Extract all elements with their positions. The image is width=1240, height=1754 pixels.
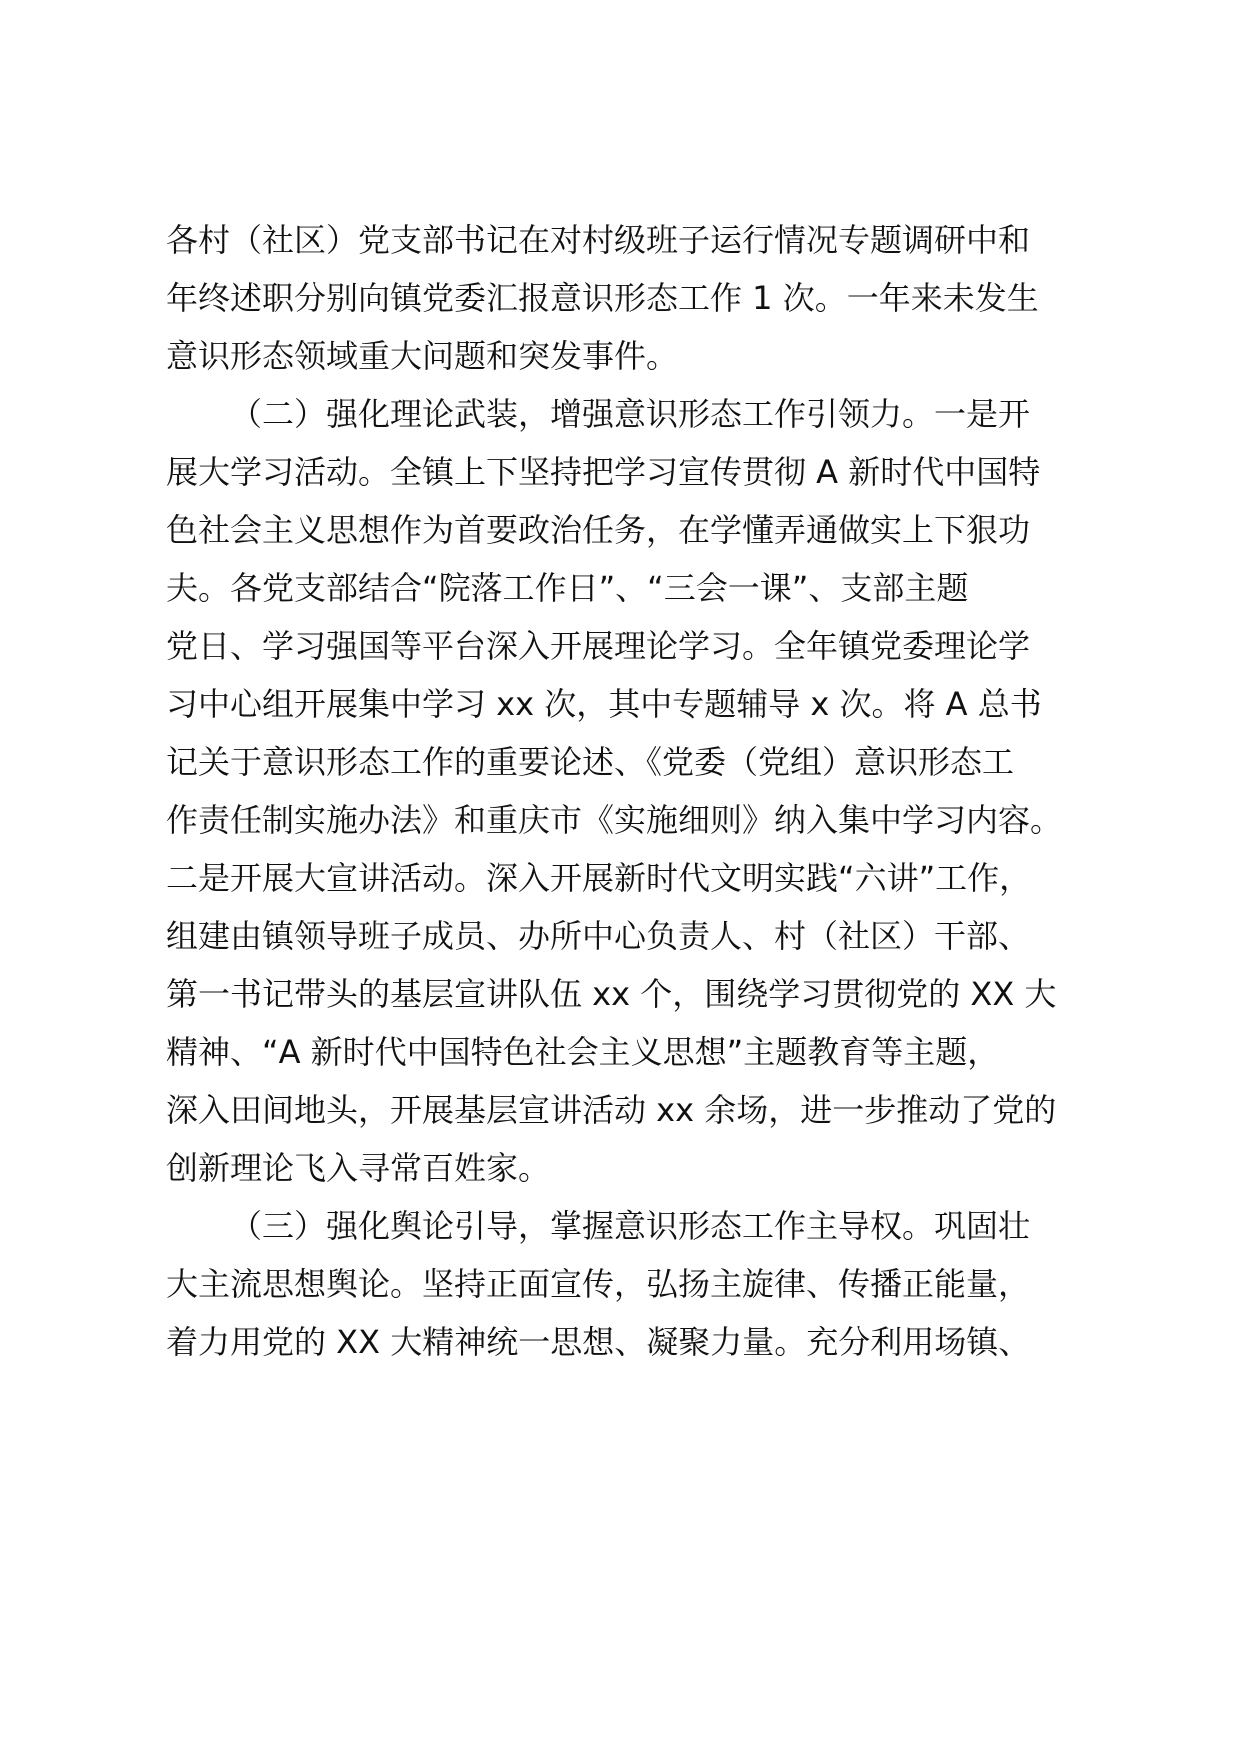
text-line: 大主流思想舆论。坚持正面宣传，弘扬主旋律、传播正能量， [166,1265,1031,1303]
text-line: 习中心组开展集中学习 xx 次，其中专题辅导 x 次。将 A 总书 [166,685,1042,723]
paragraph-heading-line: （三）强化舆论引导，掌握意识形态工作主导权。巩固壮 [230,1207,1031,1245]
text-line: 党日、学习强国等平台深入开展理论学习。全年镇党委理论学 [166,627,1031,665]
text-line: 深入田间地头，开展基层宣讲活动 xx 余场，进一步推动了党的 [166,1091,1057,1129]
text-line: 年终述职分别向镇党委汇报意识形态工作 1 次。一年来未发生 [166,279,1039,317]
text-line: 组建由镇领导班子成员、办所中心负责人、村（社区）干部、 [166,917,1031,955]
text-line: 第一书记带头的基层宣讲队伍 xx 个，围绕学习贯彻党的 XX 大 [166,975,1057,1013]
text-line: 二是开展大宣讲活动。深入开展新时代文明实践“六讲”工作， [166,859,1032,897]
text-line: 精神、“A 新时代中国特色社会主义思想”主题教育等主题， [166,1033,1000,1071]
text-line: 展大学习活动。全镇上下坚持把学习宣传贯彻 A 新时代中国特 [166,453,1041,491]
text-line: 作责任制实施办法》和重庆市《实施细则》纳入集中学习内容。 [166,801,1063,839]
text-line: 色社会主义思想作为首要政治任务，在学懂弄通做实上下狠功 [166,511,1031,549]
text-line: 着力用党的 XX 大精神统一思想、凝聚力量。充分利用场镇、 [166,1323,1031,1361]
text-line: 创新理论飞入寻常百姓家。 [166,1149,551,1187]
text-line: 意识形态领域重大问题和突发事件。 [166,337,679,375]
text-line: 记关于意识形态工作的重要论述、《党委（党组）意识形态工 [166,743,1015,781]
text-line: 夫。各党支部结合“院落工作日”、“三会一课”、支部主题 [166,569,969,607]
paragraph-heading-line: （二）强化理论武装，增强意识形态工作引领力。一是开 [230,395,1031,433]
text-line: 各村（社区）党支部书记在对村级班子运行情况专题调研中和 [166,221,1031,259]
